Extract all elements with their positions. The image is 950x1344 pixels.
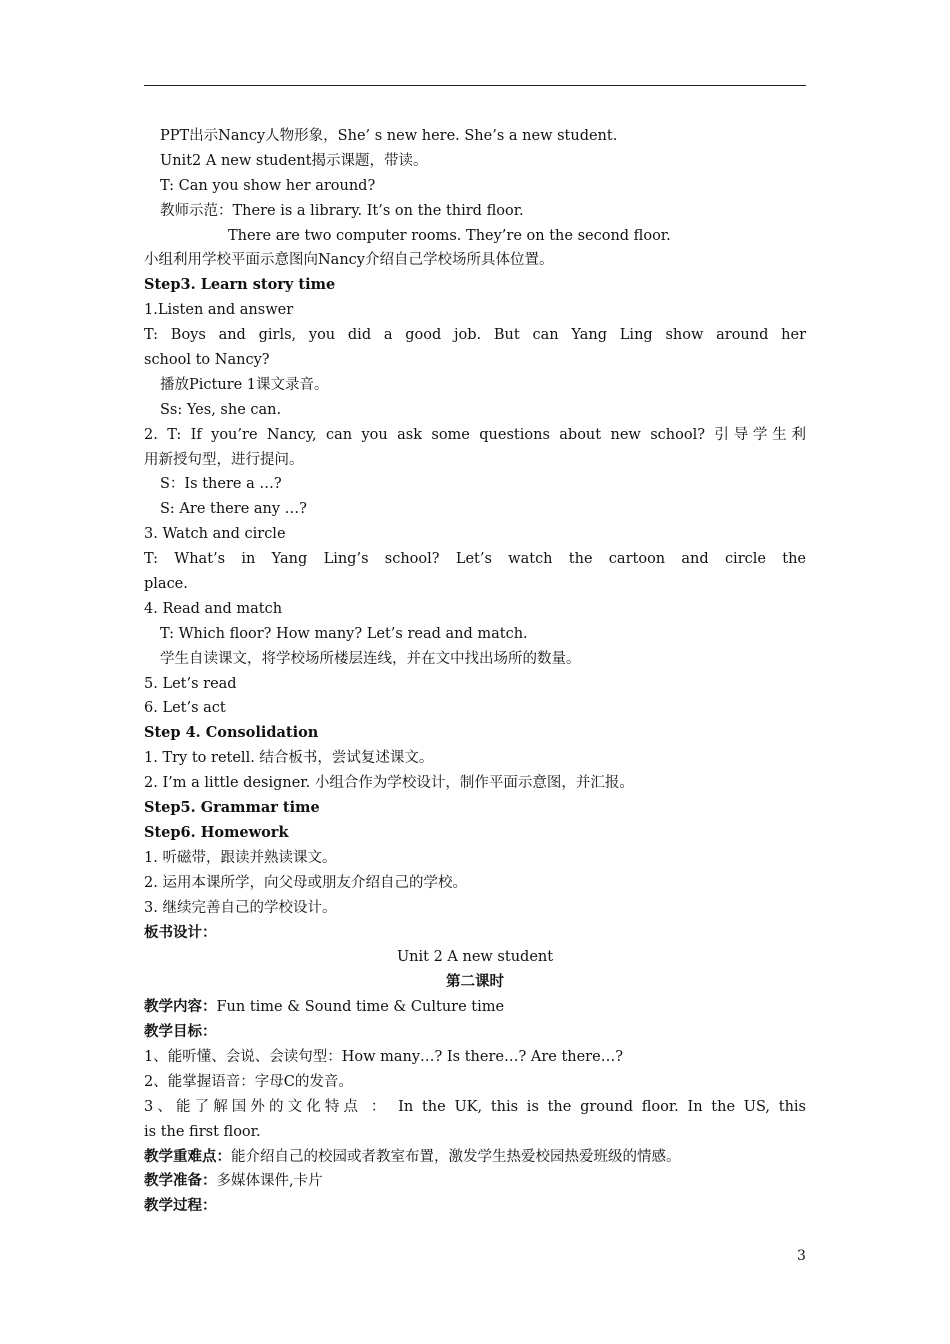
text-line: 用新授句型，进行提问。: [144, 451, 304, 468]
text-line: 1. 听磁带，跟读并熟读课文。: [144, 849, 337, 866]
keypoints-row: [144, 1145, 806, 1170]
text-line: Step5. Grammar time: [144, 799, 320, 817]
text-line: 5. Let’s read: [144, 675, 237, 692]
text-line: place.: [144, 576, 188, 593]
text-line: There are two computer rooms. They’re on the second floor.: [228, 227, 671, 244]
text-line: T: What’s in Yang Ling’s school? Let’s watch the cartoon and circle the: [144, 551, 806, 568]
text-line: 板书设计：: [144, 923, 217, 941]
document-body: [144, 124, 806, 1219]
text-line: 2. I’m a little designer. 小组合作为学校设计，制作平面示意图，并汇报。: [144, 775, 634, 792]
text-line: 1、能听懂、会说、会读句型：How many…? Is there…? Are there…?: [144, 1048, 623, 1065]
text-line: 2. T: If you’re Nancy, can you ask some questions about new school? 引导学生利: [144, 426, 806, 443]
keypoints-label: 教学重难点：: [144, 1147, 231, 1165]
header-rule: [144, 85, 806, 86]
text-line: S：Is there a …?: [160, 476, 282, 493]
text-line: 3. 继续完善自己的学校设计。: [144, 899, 337, 916]
text-line: T: Can you show her around?: [160, 177, 376, 194]
prep-label: 教学准备：: [144, 1172, 217, 1190]
text-line: 3. Watch and circle: [144, 526, 286, 543]
text-line: 小组利用学校平面示意图向Nancy介绍自己学校场所具体位置。: [144, 252, 554, 269]
content-row: [144, 995, 806, 1020]
text-line: 教师示范：There is a library. It’s on the third floor.: [160, 202, 524, 219]
text-line: 2. 运用本课所学，向父母或朋友介绍自己的学校。: [144, 874, 467, 891]
prep-row: [144, 1169, 806, 1194]
text-line: 学生自读课文，将学校场所楼层连线，并在文中找出场所的数量。: [160, 650, 581, 667]
text-line: 播放Picture 1课文录音。: [160, 376, 329, 393]
page-number: 3: [797, 1248, 806, 1264]
text-line: Unit 2 A new student: [396, 949, 554, 966]
text-line: school to Nancy?: [144, 352, 270, 369]
goal-list: [144, 1045, 806, 1145]
text-line: is the first floor.: [144, 1123, 261, 1140]
text-line: PPT出示Nancy人物形象，She’ s new here. She’s a new student.: [160, 128, 618, 144]
text-line: 1. Try to retell. 结合板书，尝试复述课文。: [144, 750, 434, 767]
text-line: 4. Read and match: [144, 600, 283, 617]
text-line: Step6. Homework: [144, 823, 289, 841]
text-line: T: Which floor? How many? Let’s read and match.: [160, 625, 528, 642]
goals-heading: 教学目标：: [144, 1023, 217, 1041]
text-line: 1.Listen and answer: [144, 302, 294, 319]
keypoints-text: 能介绍自己的校园或者教室布置，激发学生热爱校园热爱班级的情感。: [231, 1148, 681, 1165]
text-line: Step3. Learn story time: [144, 276, 336, 294]
content-text: Fun time & Sound time & Culture time: [216, 999, 505, 1016]
content-label: 教学内容：: [144, 998, 217, 1016]
text-line: Step 4. Consolidation: [144, 724, 319, 742]
text-line: T: Boys and girls, you did a good job. But can Yang Ling show around her: [144, 327, 806, 344]
text-line: Ss: Yes, she can.: [160, 401, 282, 418]
text-line: S: Are there any …?: [160, 501, 307, 518]
text-line: 6. Let’s act: [144, 700, 226, 717]
lesson-steps: [144, 124, 806, 995]
text-line: Unit2 A new student揭示课题，带读。: [160, 152, 428, 169]
text-line: 2、能掌握语音：字母C的发音。: [144, 1073, 353, 1090]
prep-text: 多媒体课件,卡片: [216, 1173, 323, 1190]
text-line: 3、能了解国外的文化特点 ： In the UK, this is the ground floor. In the US, this: [144, 1098, 806, 1115]
text-line: 第二课时: [446, 973, 504, 991]
process-heading: 教学过程：: [144, 1197, 217, 1215]
